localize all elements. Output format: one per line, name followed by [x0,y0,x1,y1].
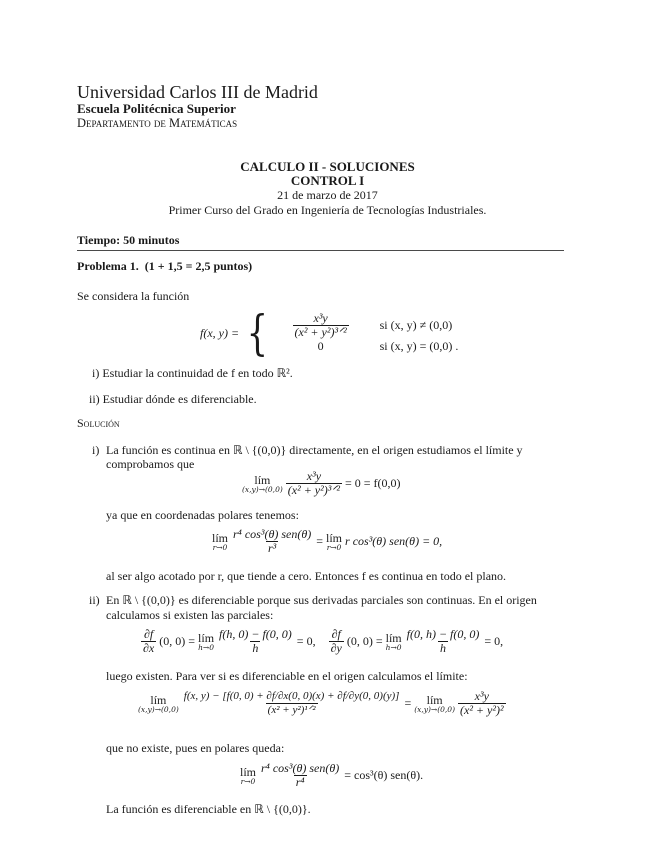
dfdy [329,628,344,655]
peq-num1: f(h, 0) − f(0, 0) [219,627,292,641]
solution-1-line1: La función es continua en ℝ \ {(0,0)} directamente, en el origen estudiamos el límite y [106,443,523,457]
eq2-lim2-sub: r→0 [326,542,342,552]
eq1-lim-word: lím [254,472,271,487]
problem-points: (1 + 1,5 = 2,5 puntos) [144,259,253,273]
deq-fraction-2 [458,690,506,717]
solution-1-line2: comprobamos que [106,457,195,471]
peq-lim1-sub: h→0 [198,642,214,652]
question-1-prefix: i) [92,366,100,380]
peq3-fraction [259,762,341,789]
deq-lim2-word: lím [426,692,443,707]
brace-symbol: { [246,305,269,361]
eq1-lim-sub: (x,y)→(0,0) [242,484,283,494]
peq-fraction-1 [217,628,294,655]
problem-label: Problema 1. [77,259,139,273]
department-name: Departamento de Matemáticas [77,116,238,130]
deq-num1: f(x, y) − [f(0, 0) + ∂f/∂x(0, 0)(x) + ∂f/∂y(0, 0)(y)] [183,690,400,702]
peq-lim2-sub: h→0 [385,642,402,652]
fdef-cases [276,312,459,354]
problem-heading [77,259,252,273]
at2: (0, 0) = [346,634,383,648]
peq3-limit [240,766,256,786]
solution-2-line2: calculamos si existen las parciales: [106,608,274,622]
peq-limit-1 [198,632,214,652]
fdef-lhs: f(x, y) = [200,325,240,340]
peq-sep: = 0, [296,634,316,648]
eq2-mid: = [316,534,324,548]
eq2-limit-2 [326,532,342,552]
fdef-fraction [276,312,366,339]
deq-den2: (x² + y²)² [460,703,504,717]
eq1-fraction [286,470,342,497]
deq-mid: = [404,696,412,710]
fdef-cond2: si (x, y) = (0,0) . [379,339,459,353]
peq-den2: h [440,641,446,655]
fdef-den: (x² + y²)³ᐟ² [294,325,347,339]
question-1-text: Estudiar la continuidad de f en todo ℝ². [102,366,293,380]
eq2-num: r⁴ cos³(θ) sen(θ) [233,527,312,541]
fdef-zero: 0 [317,339,324,353]
dfdx [141,628,156,655]
deq-den1: (x² + y²)¹ᐟ² [267,704,316,716]
solution-2-eq2 [138,690,506,717]
dfdx-den: ∂x [143,641,155,655]
eq2-fraction [231,528,313,555]
peq3-rhs: = cos³(θ) sen(θ). [344,768,424,782]
deq-fraction-1 [182,690,402,717]
solution-2-prefix: ii) [89,593,100,607]
fdef-case-1 [276,312,459,339]
solution-1-line3: ya que en coordenadas polares tenemos: [106,508,299,522]
dfdy-den: ∂y [330,641,342,655]
eq2-den: r³ [267,541,277,555]
function-definition [200,305,459,361]
fdef-case-2 [276,339,459,354]
question-1 [92,366,293,380]
question-2 [89,392,257,406]
solution-2-line3: luego existen. Para ver si es diferenciable en el origen calculamos el límite: [106,669,468,683]
peq-den1: h [252,641,259,655]
fdef-cond1: si (x, y) ≠ (0,0) [379,318,453,332]
fdef-num: x³y [313,311,328,325]
deq-limit-1 [138,694,179,714]
at1: (0, 0) = [159,634,196,648]
peq3-den: r⁴ [295,775,305,789]
exam-time: Tiempo: 50 minutos [77,233,180,247]
eq2-lim2-word: lím [326,530,343,545]
dfdy-num: ∂f [331,627,341,641]
eq1-den: (x² + y²)³ᐟ² [287,483,340,497]
eq1-limit [242,474,283,494]
solution-2-line4: que no existe, pues en polares queda: [106,741,285,755]
eq1-num: x³y [306,469,322,483]
solution-2-line1: En ℝ \ {(0,0)} es diferenciable porque sus derivadas parciales son continuas. En el origen [106,593,537,607]
dfdx-num: ∂f [144,627,154,641]
eq1-rhs: = 0 = f(0,0) [345,476,401,490]
question-2-text: Estudiar dónde es diferenciable. [102,392,257,406]
solution-1-eq2 [212,528,442,555]
solution-2-eq3 [240,762,423,789]
solution-1-eq1 [242,470,401,497]
peq3-lim-word: lím [240,764,257,779]
solution-heading: Solución [77,416,120,430]
solution-2-eq1 [141,628,503,655]
peq-lim1-word: lím [198,630,215,645]
deq-num2: x³y [474,689,489,703]
solution-1-line4: al ser algo acotado por r, que tiende a cero. Entonces f es continua en todo el plano. [106,569,507,583]
peq-lim2-word: lím [385,630,402,645]
peq-limit-2 [386,632,402,652]
eq2-lim-sub: r→0 [212,542,228,552]
eq2-limit [212,532,228,552]
peq3-lim-sub: r→0 [240,776,256,786]
peq-num2: f(0, h) − f(0, 0) [406,627,480,641]
exam-subtitle: CONTROL I [290,173,365,188]
problem-intro: Se considera la función [77,289,190,303]
solution-1-prefix: i) [92,443,100,457]
question-2-prefix: ii) [89,392,100,406]
solution-2-line5: La función es diferenciable en ℝ \ {(0,0)}. [106,802,311,816]
deq-lim2-sub: (x,y)→(0,0) [414,704,456,714]
course-name: Primer Curso del Grado en Ingeniería de Tecnologías Industriales. [168,203,487,217]
exam-title: CALCULO II - SOLUCIONES [240,159,415,174]
university-name: Universidad Carlos III de Madrid [77,82,318,102]
eq2-lim-word: lím [212,530,229,545]
school-name: Escuela Politécnica Superior [77,101,236,116]
peq-fraction-2 [405,628,482,655]
exam-date: 21 de marzo de 2017 [277,188,378,202]
deq-limit-2 [414,694,455,714]
divider [77,250,564,251]
deq-lim1-word: lím [150,692,167,707]
deq-lim1-sub: (x,y)→(0,0) [138,704,179,714]
peq3-num: r⁴ cos³(θ) sen(θ) [261,761,340,775]
peq-end: = 0, [484,634,504,648]
eq2-rhs: r cos³(θ) sen(θ) = 0, [345,534,443,548]
